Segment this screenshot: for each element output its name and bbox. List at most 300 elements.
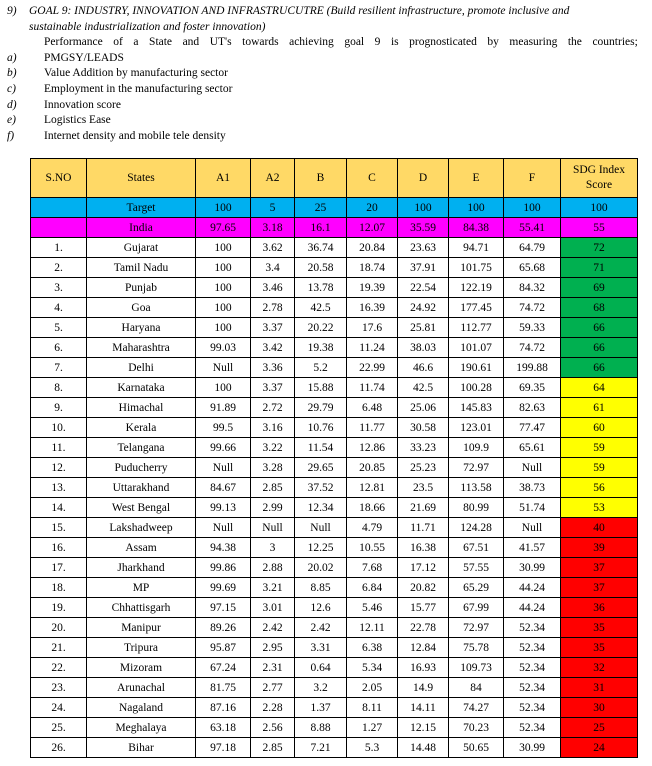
indicator-marker: e) [7, 114, 16, 127]
cell-state: Puducherry [87, 458, 196, 478]
cell-a2: 3.16 [251, 418, 295, 438]
cell-sdg-score: 66 [561, 358, 638, 378]
cell-a1: Null [196, 458, 251, 478]
cell-e: 84 [449, 678, 504, 698]
cell-state: Nagaland [87, 698, 196, 718]
cell-state: Chhattisgarh [87, 598, 196, 618]
cell-f: 82.63 [504, 398, 561, 418]
cell-a1: 100 [196, 258, 251, 278]
paragraph-word: achieving [289, 36, 334, 49]
header-e: E [449, 159, 504, 198]
indicator-marker: b) [7, 67, 17, 80]
cell-d: 25.23 [398, 458, 449, 478]
cell-b: 12.25 [295, 538, 347, 558]
table-row [31, 698, 638, 718]
cell-a1: 100 [196, 318, 251, 338]
cell-f: 74.72 [504, 298, 561, 318]
cell-sno: 19. [31, 598, 87, 618]
cell-f: 77.47 [504, 418, 561, 438]
cell-e: 72.97 [449, 618, 504, 638]
cell-d: 25.81 [398, 318, 449, 338]
cell-b: 3.2 [295, 678, 347, 698]
cell-sno: 11. [31, 438, 87, 458]
paragraph-word: towards [242, 36, 279, 49]
cell-state: Target [87, 198, 196, 218]
cell-f: 51.74 [504, 498, 561, 518]
cell-sno: 23. [31, 678, 87, 698]
paragraph-word: by [487, 36, 499, 49]
cell-sno: 10. [31, 418, 87, 438]
cell-a1: 63.18 [196, 718, 251, 738]
cell-state: Gujarat [87, 238, 196, 258]
cell-a1: 99.13 [196, 498, 251, 518]
cell-state: Himachal [87, 398, 196, 418]
cell-state: Maharashtra [87, 338, 196, 358]
cell-e: 84.38 [449, 218, 504, 238]
cell-a2: 2.28 [251, 698, 295, 718]
cell-b: 2.42 [295, 618, 347, 638]
cell-c: 17.6 [347, 318, 398, 338]
cell-sdg-score: 66 [561, 338, 638, 358]
cell-a2: 3.4 [251, 258, 295, 278]
cell-sno: 14. [31, 498, 87, 518]
cell-sno: 1. [31, 238, 87, 258]
indicator-marker: c) [7, 82, 16, 95]
cell-a1: 97.15 [196, 598, 251, 618]
cell-f: Null [504, 518, 561, 538]
header-states: States [87, 159, 196, 198]
cell-c: 20.84 [347, 238, 398, 258]
paragraph-word: is [390, 36, 399, 49]
paragraph-word: State [149, 36, 173, 49]
cell-f: 44.24 [504, 578, 561, 598]
table-row [31, 638, 638, 658]
cell-f: 41.57 [504, 538, 561, 558]
cell-c: 18.74 [347, 258, 398, 278]
cell-d: 11.71 [398, 518, 449, 538]
goal-description [0, 0, 652, 144]
cell-a1: 99.5 [196, 418, 251, 438]
header-d: D [398, 159, 449, 198]
cell-c: 10.55 [347, 538, 398, 558]
indicator-marker: f) [7, 129, 15, 142]
cell-f: 52.34 [504, 718, 561, 738]
cell-d: 46.6 [398, 358, 449, 378]
cell-sno: 13. [31, 478, 87, 498]
cell-sdg-score: 35 [561, 638, 638, 658]
cell-sdg-score: 32 [561, 658, 638, 678]
cell-sdg-score: 53 [561, 498, 638, 518]
header-c: C [347, 159, 398, 198]
cell-c: 16.39 [347, 298, 398, 318]
cell-state: Mizoram [87, 658, 196, 678]
cell-a1: 100 [196, 278, 251, 298]
table-row [31, 338, 638, 358]
cell-b: 20.22 [295, 318, 347, 338]
cell-a1: 94.38 [196, 538, 251, 558]
indicator-item [0, 129, 652, 145]
cell-b: 1.37 [295, 698, 347, 718]
cell-d: 17.12 [398, 558, 449, 578]
cell-sno: 15. [31, 518, 87, 538]
cell-b: 3.31 [295, 638, 347, 658]
cell-sdg-score: 40 [561, 518, 638, 538]
cell-sno: 21. [31, 638, 87, 658]
cell-sdg-score: 69 [561, 278, 638, 298]
cell-b: 19.38 [295, 338, 347, 358]
cell-state: Karnataka [87, 378, 196, 398]
cell-c: 12.86 [347, 438, 398, 458]
cell-a2: 3.37 [251, 378, 295, 398]
cell-a1: Null [196, 518, 251, 538]
table-row [31, 498, 638, 518]
table-row [31, 538, 638, 558]
cell-c: 4.79 [347, 518, 398, 538]
cell-a2: 3.37 [251, 318, 295, 338]
paragraph-word: UT's [209, 36, 232, 49]
paragraph-word: prognosticated [409, 36, 477, 49]
indicator-text: Logistics Ease [44, 114, 111, 127]
cell-sdg-score: 66 [561, 318, 638, 338]
cell-b: 13.78 [295, 278, 347, 298]
cell-f: 69.35 [504, 378, 561, 398]
cell-b: 5.2 [295, 358, 347, 378]
cell-state: Tamil Nadu [87, 258, 196, 278]
cell-sdg-score: 39 [561, 538, 638, 558]
indicator-text: Internet density and mobile tele density [44, 129, 226, 142]
cell-e: 100 [449, 198, 504, 218]
cell-a2: 3.36 [251, 358, 295, 378]
cell-f: 52.34 [504, 638, 561, 658]
cell-state: Goa [87, 298, 196, 318]
indicator-text: Value Addition by manufacturing sector [44, 67, 228, 80]
cell-f: 44.24 [504, 598, 561, 618]
header-sdg-score [561, 159, 638, 198]
cell-a1: 97.18 [196, 738, 251, 758]
cell-e: 94.71 [449, 238, 504, 258]
cell-b: 16.1 [295, 218, 347, 238]
indicator-marker: d) [7, 98, 17, 111]
cell-b: 0.64 [295, 658, 347, 678]
cell-e: 177.45 [449, 298, 504, 318]
cell-b: 29.65 [295, 458, 347, 478]
cell-sdg-score: 35 [561, 618, 638, 638]
cell-e: 122.19 [449, 278, 504, 298]
paragraph-word: measuring [509, 36, 558, 49]
header-a2: A2 [251, 159, 295, 198]
cell-e: 72.97 [449, 458, 504, 478]
cell-sdg-score: 64 [561, 378, 638, 398]
cell-sdg-score: 72 [561, 238, 638, 258]
cell-sdg-score: 30 [561, 698, 638, 718]
cell-sdg-score: 61 [561, 398, 638, 418]
cell-e: 123.01 [449, 418, 504, 438]
cell-c: 5.34 [347, 658, 398, 678]
cell-a2: 3.22 [251, 438, 295, 458]
cell-b: Null [295, 518, 347, 538]
cell-state: Uttarakhand [87, 478, 196, 498]
table-row [31, 598, 638, 618]
indicator-list [0, 51, 652, 145]
cell-state: Punjab [87, 278, 196, 298]
cell-f: 55.41 [504, 218, 561, 238]
header-sno: S.NO [31, 159, 87, 198]
cell-a2: 3.21 [251, 578, 295, 598]
cell-sno [31, 218, 87, 238]
cell-f: 84.32 [504, 278, 561, 298]
cell-f: 64.79 [504, 238, 561, 258]
cell-d: 100 [398, 198, 449, 218]
cell-b: 29.79 [295, 398, 347, 418]
cell-c: 12.11 [347, 618, 398, 638]
cell-c: 8.11 [347, 698, 398, 718]
cell-sdg-score: 100 [561, 198, 638, 218]
cell-e: 67.99 [449, 598, 504, 618]
table-row [31, 278, 638, 298]
cell-sno: 25. [31, 718, 87, 738]
table-row [31, 318, 638, 338]
goal-number: 9) [7, 5, 17, 17]
cell-sno: 9. [31, 398, 87, 418]
cell-sdg-score: 56 [561, 478, 638, 498]
paragraph-word: and [182, 36, 200, 49]
cell-sdg-score: 37 [561, 578, 638, 598]
cell-state: Assam [87, 538, 196, 558]
cell-e: 65.29 [449, 578, 504, 598]
cell-a2: 2.31 [251, 658, 295, 678]
cell-b: 20.58 [295, 258, 347, 278]
cell-a1: 97.65 [196, 218, 251, 238]
cell-c: 11.77 [347, 418, 398, 438]
cell-f: 30.99 [504, 738, 561, 758]
indicator-item [0, 51, 652, 67]
cell-f: 65.68 [504, 258, 561, 278]
indicator-item [0, 98, 652, 114]
cell-a2: 2.56 [251, 718, 295, 738]
cell-b: 10.76 [295, 418, 347, 438]
cell-b: 15.88 [295, 378, 347, 398]
cell-b: 11.54 [295, 438, 347, 458]
cell-d: 37.91 [398, 258, 449, 278]
cell-a2: 2.85 [251, 738, 295, 758]
cell-a2: 2.77 [251, 678, 295, 698]
cell-state: Arunachal [87, 678, 196, 698]
table-header-row [31, 159, 638, 198]
cell-a2: 2.95 [251, 638, 295, 658]
table-row [31, 458, 638, 478]
cell-a2: 3.62 [251, 238, 295, 258]
header-sdg-line2: Score [585, 179, 613, 191]
cell-sno: 18. [31, 578, 87, 598]
cell-d: 15.77 [398, 598, 449, 618]
cell-c: 5.3 [347, 738, 398, 758]
table-row [31, 558, 638, 578]
table-row [31, 418, 638, 438]
cell-d: 20.82 [398, 578, 449, 598]
cell-e: 70.23 [449, 718, 504, 738]
cell-d: 16.93 [398, 658, 449, 678]
cell-sdg-score: 36 [561, 598, 638, 618]
cell-a2: Null [251, 518, 295, 538]
cell-e: 67.51 [449, 538, 504, 558]
cell-d: 38.03 [398, 338, 449, 358]
table-row [31, 358, 638, 378]
cell-c: 6.48 [347, 398, 398, 418]
table-row [31, 298, 638, 318]
cell-f: 30.99 [504, 558, 561, 578]
cell-sno: 12. [31, 458, 87, 478]
cell-c: 6.38 [347, 638, 398, 658]
cell-c: 11.74 [347, 378, 398, 398]
cell-state: Manipur [87, 618, 196, 638]
cell-c: 5.46 [347, 598, 398, 618]
cell-sdg-score: 71 [561, 258, 638, 278]
table-row [31, 578, 638, 598]
cell-d: 35.59 [398, 218, 449, 238]
cell-a1: 89.26 [196, 618, 251, 638]
cell-c: 7.68 [347, 558, 398, 578]
header-a1: A1 [196, 159, 251, 198]
cell-sno: 20. [31, 618, 87, 638]
cell-sno [31, 198, 87, 218]
cell-e: 109.9 [449, 438, 504, 458]
cell-a2: 2.78 [251, 298, 295, 318]
cell-state: Kerala [87, 418, 196, 438]
paragraph-word: Performance [44, 36, 103, 49]
cell-a1: 100 [196, 298, 251, 318]
cell-c: 11.24 [347, 338, 398, 358]
cell-a2: 2.42 [251, 618, 295, 638]
cell-a1: 91.89 [196, 398, 251, 418]
cell-sno: 22. [31, 658, 87, 678]
goal-heading-continued: sustainable industrialization and foster innovation) [29, 20, 266, 33]
cell-state: Haryana [87, 318, 196, 338]
cell-state: Meghalaya [87, 718, 196, 738]
paragraph-word: a [133, 36, 139, 49]
cell-f: 52.34 [504, 658, 561, 678]
cell-d: 24.92 [398, 298, 449, 318]
cell-a1: 100 [196, 238, 251, 258]
sdg-index-table [30, 158, 638, 758]
cell-a2: 2.88 [251, 558, 295, 578]
cell-a2: 2.99 [251, 498, 295, 518]
cell-state: MP [87, 578, 196, 598]
table-row [31, 518, 638, 538]
header-f: F [504, 159, 561, 198]
cell-sno: 16. [31, 538, 87, 558]
cell-b: 8.85 [295, 578, 347, 598]
cell-c: 22.99 [347, 358, 398, 378]
table-row [31, 238, 638, 258]
cell-e: 75.78 [449, 638, 504, 658]
cell-sno: 6. [31, 338, 87, 358]
cell-e: 100.28 [449, 378, 504, 398]
cell-sno: 3. [31, 278, 87, 298]
cell-d: 30.58 [398, 418, 449, 438]
cell-d: 25.06 [398, 398, 449, 418]
cell-b: 25 [295, 198, 347, 218]
cell-state: Telangana [87, 438, 196, 458]
header-b: B [295, 159, 347, 198]
cell-c: 12.07 [347, 218, 398, 238]
header-sdg-line1: SDG Index [572, 164, 626, 176]
cell-d: 23.63 [398, 238, 449, 258]
cell-sno: 4. [31, 298, 87, 318]
cell-sno: 26. [31, 738, 87, 758]
cell-f: 65.61 [504, 438, 561, 458]
cell-sdg-score: 31 [561, 678, 638, 698]
cell-a1: 100 [196, 198, 251, 218]
cell-b: 7.21 [295, 738, 347, 758]
cell-b: 36.74 [295, 238, 347, 258]
table-row [31, 398, 638, 418]
india-row [31, 218, 638, 238]
cell-a2: 3.46 [251, 278, 295, 298]
cell-e: 80.99 [449, 498, 504, 518]
cell-sdg-score: 68 [561, 298, 638, 318]
indicator-text: Innovation score [44, 98, 121, 111]
cell-a2: 3.01 [251, 598, 295, 618]
cell-state: Delhi [87, 358, 196, 378]
goal-paragraph [44, 35, 638, 51]
cell-a1: 95.87 [196, 638, 251, 658]
cell-b: 37.52 [295, 478, 347, 498]
cell-b: 42.5 [295, 298, 347, 318]
indicator-marker: a) [7, 51, 17, 64]
cell-e: 145.83 [449, 398, 504, 418]
cell-c: 18.66 [347, 498, 398, 518]
cell-e: 50.65 [449, 738, 504, 758]
cell-e: 190.61 [449, 358, 504, 378]
cell-b: 12.34 [295, 498, 347, 518]
cell-sdg-score: 60 [561, 418, 638, 438]
paragraph-word: goal [344, 36, 365, 49]
cell-f: 100 [504, 198, 561, 218]
cell-d: 21.69 [398, 498, 449, 518]
cell-state: Jharkhand [87, 558, 196, 578]
cell-state: West Bengal [87, 498, 196, 518]
cell-sno: 5. [31, 318, 87, 338]
cell-f: 52.34 [504, 698, 561, 718]
cell-f: 59.33 [504, 318, 561, 338]
cell-f: 52.34 [504, 678, 561, 698]
cell-f: 52.34 [504, 618, 561, 638]
cell-c: 2.05 [347, 678, 398, 698]
cell-a1: 99.03 [196, 338, 251, 358]
cell-a1: 87.16 [196, 698, 251, 718]
table-row [31, 378, 638, 398]
paragraph-word: the [567, 36, 582, 49]
cell-state: Lakshadweep [87, 518, 196, 538]
cell-d: 12.15 [398, 718, 449, 738]
cell-a2: 3.42 [251, 338, 295, 358]
table-row [31, 478, 638, 498]
cell-sdg-score: 59 [561, 458, 638, 478]
paragraph-word: countries; [592, 36, 638, 49]
cell-a1: 84.67 [196, 478, 251, 498]
table-row [31, 438, 638, 458]
cell-c: 1.27 [347, 718, 398, 738]
cell-a2: 3.18 [251, 218, 295, 238]
cell-d: 23.5 [398, 478, 449, 498]
cell-a1: 99.86 [196, 558, 251, 578]
cell-f: 38.73 [504, 478, 561, 498]
cell-e: 74.27 [449, 698, 504, 718]
cell-e: 57.55 [449, 558, 504, 578]
cell-sno: 17. [31, 558, 87, 578]
cell-e: 113.58 [449, 478, 504, 498]
cell-c: 19.39 [347, 278, 398, 298]
